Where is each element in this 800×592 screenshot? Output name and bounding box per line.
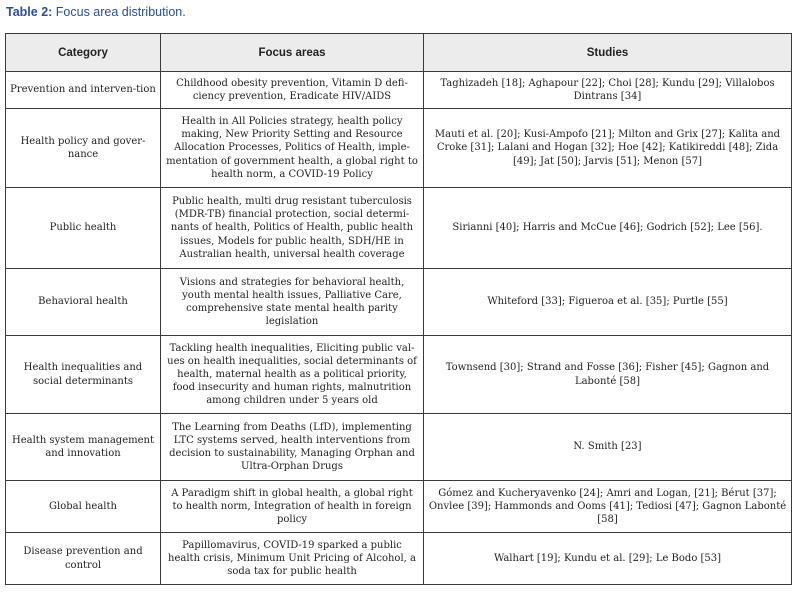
table-row: [6, 481, 792, 533]
studies-cell: Gómez and Kucheryavenko [24]; Amri and Logan, [21]; Bérut [37]; Onvlee [39]; Hammonds and Ooms [41]; Tediosi [47]; Gagnon Labonté [58]: [424, 481, 792, 533]
focus-cell: Tackling health inequalities, Eliciting public val-ues on health inequalities, social determinants of health, maternal health as a political priority, food insecurity and human rights, malnutrition among children under 5 years old: [161, 336, 424, 414]
focus-cell: Public health, multi drug resistant tuberculosis (MDR-TB) financial protection, social determi-nants of health, Politics of Health, public health issues, Models for public health, SDH/HE in Australian health, universal health coverage: [161, 188, 424, 269]
caption-label: Table 2:: [6, 5, 53, 19]
caption-text: Focus area distribution.: [55, 5, 186, 19]
focus-cell: A Paradigm shift in global health, a global right to health norm, Integration of health in foreign policy: [161, 481, 424, 533]
header-category: Category: [6, 34, 161, 72]
category-cell: Behavioral health: [6, 269, 161, 336]
focus-cell: Health in All Policies strategy, health policy making, New Priority Setting and Resource Allocation Processes, Politics of Health, imple-mentation of government health, a global right to health norm, a COVID-19 Policy: [161, 109, 424, 188]
studies-cell: Mauti et al. [20]; Kusi-Ampofo [21]; Milton and Grix [27]; Kalita and Croke [31]; Lalani and Hogan [32]; Hoe [42]; Katikireddi [48]; Zida [49]; Jat [50]; Jarvis [51]; Menon [57]: [424, 109, 792, 188]
category-cell: Disease prevention and control: [6, 533, 161, 585]
focus-cell: The Learning from Deaths (LfD), implementing LTC systems served, health interventions from decision to sustainability, Managing Orphan and Ultra-Orphan Drugs: [161, 414, 424, 481]
table-row: [6, 109, 792, 188]
table-row: [6, 269, 792, 336]
category-cell: Health inequalities and social determinants: [6, 336, 161, 414]
table-row: [6, 72, 792, 109]
table-row: [6, 188, 792, 269]
table-row: [6, 336, 792, 414]
table-header-row: [6, 34, 792, 72]
studies-cell: Whiteford [33]; Figueroa et al. [35]; Purtle [55]: [424, 269, 792, 336]
focus-area-table: [5, 33, 792, 585]
table-row: [6, 533, 792, 585]
studies-cell: N. Smith [23]: [424, 414, 792, 481]
header-studies: Studies: [424, 34, 792, 72]
category-cell: Global health: [6, 481, 161, 533]
category-cell: Prevention and interven-tion: [6, 72, 161, 109]
table-caption: [6, 5, 186, 19]
header-focus-areas: Focus areas: [161, 34, 424, 72]
studies-cell: Townsend [30]; Strand and Fosse [36]; Fisher [45]; Gagnon and Labonté [58]: [424, 336, 792, 414]
category-cell: Health policy and gover-nance: [6, 109, 161, 188]
table-row: [6, 414, 792, 481]
focus-cell: Visions and strategies for behavioral health, youth mental health issues, Palliative Care, comprehensive state mental health parity legislation: [161, 269, 424, 336]
studies-cell: Taghizadeh [18]; Aghapour [22]; Choi [28]; Kundu [29]; Villalobos Dintrans [34]: [424, 72, 792, 109]
category-cell: Health system management and innovation: [6, 414, 161, 481]
focus-cell: Papillomavirus, COVID-19 sparked a public health crisis, Minimum Unit Pricing of Alcohol, a soda tax for public health: [161, 533, 424, 585]
category-cell: Public health: [6, 188, 161, 269]
focus-cell: Childhood obesity prevention, Vitamin D defi-ciency prevention, Eradicate HIV/AIDS: [161, 72, 424, 109]
studies-cell: Walhart [19]; Kundu et al. [29]; Le Bodo [53]: [424, 533, 792, 585]
studies-cell: Sirianni [40]; Harris and McCue [46]; Godrich [52]; Lee [56].: [424, 188, 792, 269]
